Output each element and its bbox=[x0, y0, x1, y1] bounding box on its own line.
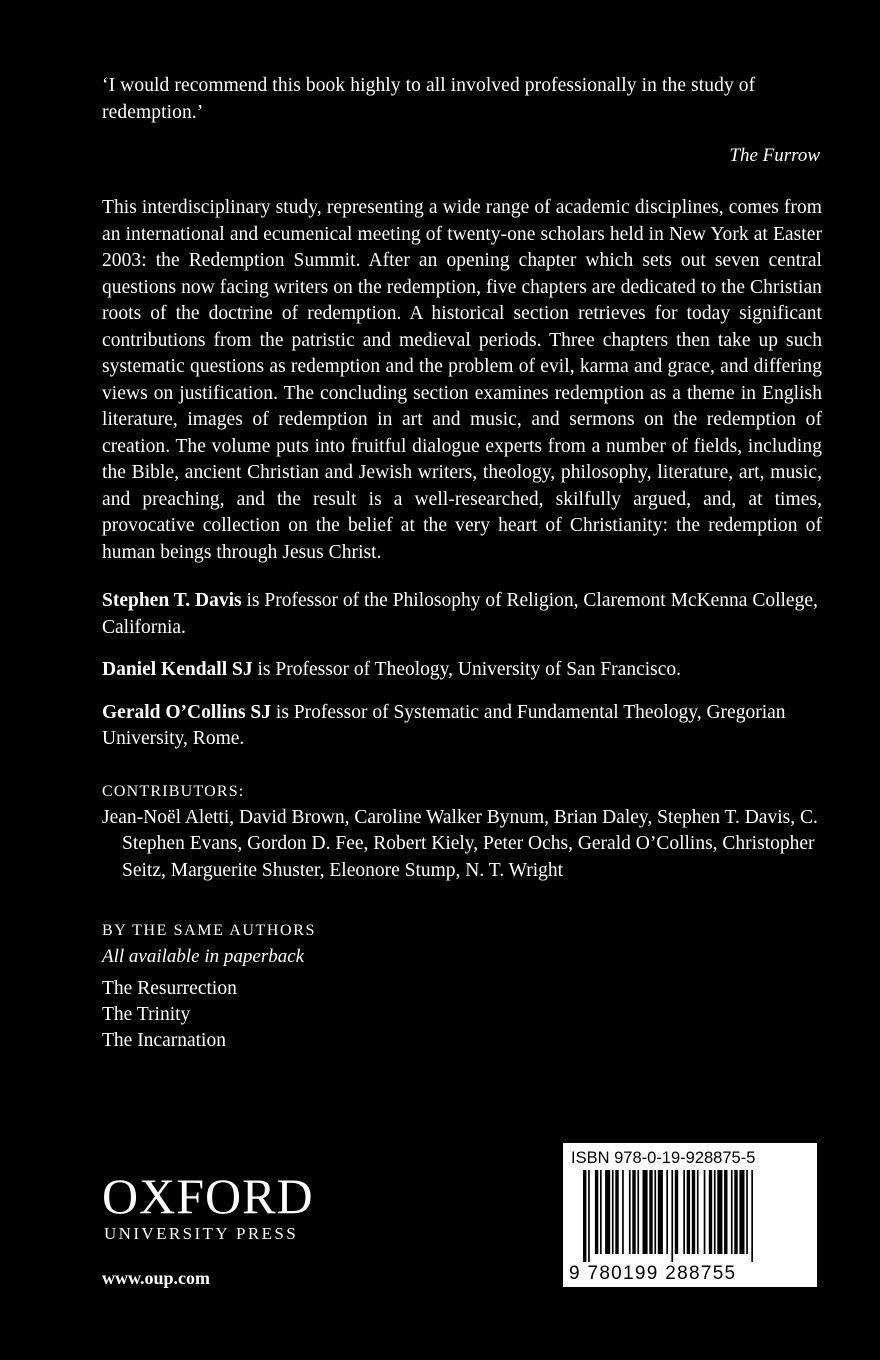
review-quote: ‘I would recommend this book highly to all involved professionally in the study of redemption.’ bbox=[102, 75, 756, 123]
barcode-bar bbox=[746, 1170, 748, 1254]
barcode-bar bbox=[622, 1170, 624, 1254]
author-description: is Professor of Systematic and Fundamental Theology, Gregorian University, Rome. bbox=[102, 701, 786, 749]
author-description: is Professor of the Philosophy of Religion, Claremont McKenna College, California. bbox=[102, 590, 818, 638]
publisher-subtitle: UNIVERSITY PRESS bbox=[104, 1224, 299, 1243]
back-cover-text bbox=[102, 72, 822, 1054]
author-bio bbox=[102, 700, 822, 753]
review-source: The Furrow bbox=[729, 145, 820, 166]
barcode-bar bbox=[704, 1170, 706, 1254]
barcode-bar bbox=[675, 1170, 678, 1254]
barcode-bar bbox=[666, 1170, 668, 1254]
publisher-url[interactable]: www.oup.com bbox=[102, 1268, 211, 1288]
barcode-bar bbox=[709, 1170, 712, 1254]
author-description: is Professor of Theology, University of San Francisco. bbox=[252, 659, 682, 680]
barcode-bar bbox=[605, 1170, 610, 1254]
book-description: This interdisciplinary study, representing a wide range of academic disciplines, comes from an international and ecumenical meeting of twenty-one scholars held in New York at Easter 2003: the Redemption Summit. After an opening chapter which sets out seven central questions now facing writers on the redemption, five chapters are dedicated to the Christian roots of the doctrine of redemption. A historical section retrieves for today significant contributions from the patristic and medieval periods. Three chapters then take up such systematic questions as redemption and the problem of evil, karma and grace, and differing views on justification. The concluding section examines redemption as a theme in English literature, images of redemption in art and music, and sermons on the redemption of creation. The volume puts into fruitful dialogue experts from a number of fields, including the Bible, ancient Christian and Jewish writers, theology, philosophy, literature, art, music, and preaching, and the result is a well-researched, skilfully argued, and, at times, provocative collection on the belief at the very heart of Christianity: the redemption of human beings through Jesus Christ. bbox=[102, 197, 822, 563]
barcode-bar bbox=[687, 1170, 690, 1254]
barcode-bar bbox=[649, 1170, 652, 1254]
barcode-bar bbox=[654, 1170, 656, 1254]
other-books-list bbox=[102, 976, 822, 1054]
barcode-bar bbox=[692, 1170, 695, 1254]
oxford-logo bbox=[102, 1168, 314, 1244]
barcode-bar bbox=[583, 1170, 586, 1262]
list-item: The Incarnation bbox=[102, 1030, 226, 1051]
publisher-name: OXFORD bbox=[102, 1168, 314, 1224]
barcode-bar bbox=[714, 1170, 716, 1254]
barcode-bar bbox=[612, 1170, 614, 1254]
barcode-digits: 9 780199 288755 bbox=[569, 1263, 737, 1284]
barcode-bar bbox=[629, 1170, 631, 1254]
barcode-bar bbox=[615, 1170, 618, 1254]
barcode-bar bbox=[683, 1170, 685, 1254]
barcode-bar bbox=[751, 1170, 753, 1262]
barcode-bar bbox=[724, 1170, 727, 1254]
barcode-bar bbox=[658, 1170, 663, 1254]
barcode-bar bbox=[600, 1170, 602, 1254]
barcode-bar bbox=[739, 1170, 744, 1254]
author-name: Gerald O’Collins SJ bbox=[102, 701, 272, 723]
author-bio bbox=[102, 657, 822, 684]
barcode-bar bbox=[588, 1170, 590, 1262]
barcode-icon bbox=[583, 1170, 803, 1262]
barcode-bar bbox=[731, 1170, 733, 1254]
contributors-list: Jean-Noël Aletti, David Brown, Caroline Walker Bynum, Brian Daley, Stephen T. Davis, C. Stephen Evans, Gordon D. Fee, Robert Kiely, Peter Ochs, Gerald O’Collins, Christopher Seitz, Marguerite Shuster, Eleonore Stump, N. T. Wright bbox=[102, 806, 818, 881]
contributors-heading: CONTRIBUTORS: bbox=[102, 782, 245, 800]
author-bios bbox=[102, 588, 822, 753]
barcode-bar bbox=[637, 1170, 639, 1254]
list-item: The Resurrection bbox=[102, 978, 237, 999]
barcode-bar bbox=[717, 1170, 722, 1254]
author-bio bbox=[102, 588, 822, 641]
same-authors-heading: BY THE SAME AUTHORS bbox=[102, 922, 316, 939]
barcode-bar bbox=[734, 1170, 737, 1254]
list-item: The Trinity bbox=[102, 1004, 191, 1025]
isbn-barcode bbox=[563, 1143, 817, 1287]
barcode-bar bbox=[643, 1170, 648, 1254]
barcode-bar bbox=[632, 1170, 635, 1254]
isbn-label: ISBN 978-0-19-928875-5 bbox=[571, 1149, 756, 1167]
paperback-note: All available in paperback bbox=[102, 946, 305, 967]
author-name: Stephen T. Davis bbox=[102, 590, 242, 611]
author-name: Daniel Kendall SJ bbox=[102, 659, 253, 680]
barcode-bar bbox=[671, 1170, 673, 1262]
barcode-bar bbox=[697, 1170, 699, 1254]
barcode-bar bbox=[595, 1170, 598, 1254]
